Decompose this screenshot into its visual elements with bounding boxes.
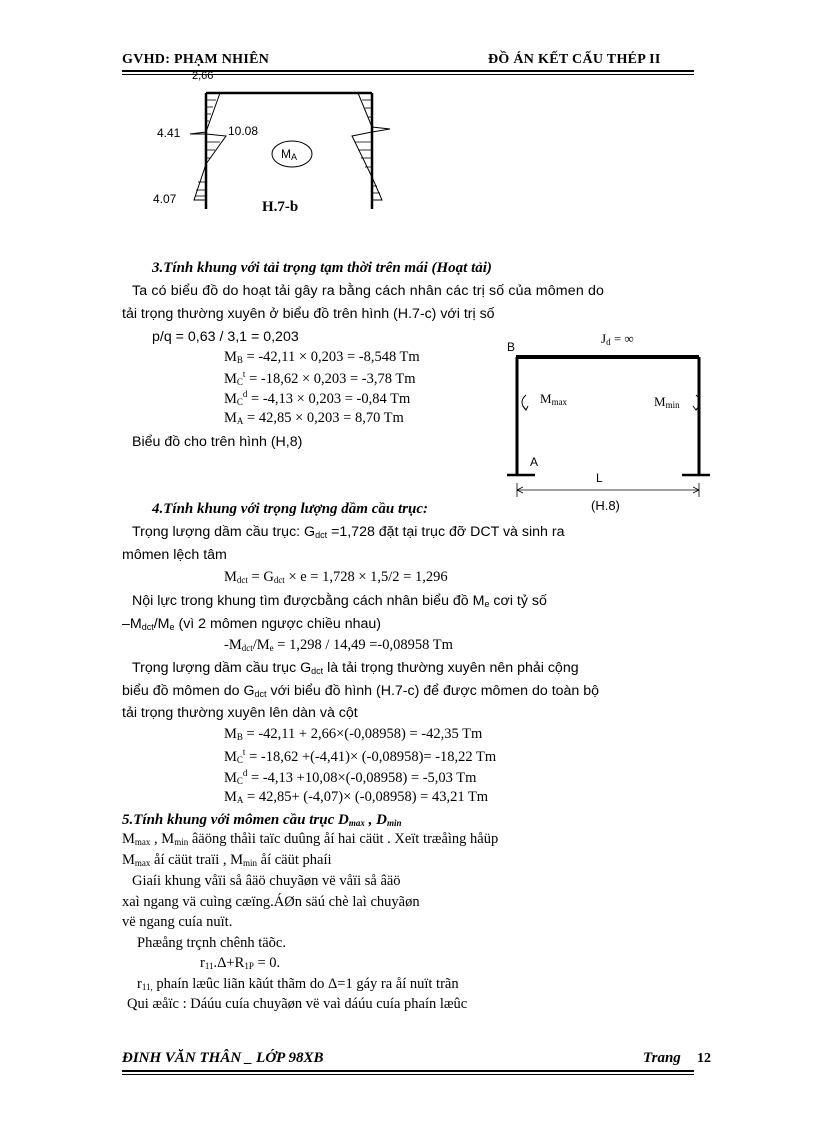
section5-line2: $M_{max}$ åí cäüt traïi , $M_{min}$ åí cäüt phaíi [122,852,332,868]
section5-line9: Qui æåïc : Dáúu cuía chuyãøn vë vaì dáúu cuía phaín læûc [127,996,468,1012]
section5-line1: $M_{max}$ , $M_{min}$ âäöng thåìi taïc duûng åí hai cäüt . Xeït træåìng håüp [122,831,499,847]
section4-line5: Trọng lượng dầm cầu trục $G_{dct}$ là tải trọng thường xuyên nên phải cộng [132,660,579,676]
section3-eq-mb: $M_B = -42,11 \times 0,203 = -8,548$ Tm [224,349,420,365]
section4-line2: mômen lệch tâm [122,547,227,563]
h8-label-mmin: $M_{min}$ [654,394,680,410]
footer-rule [122,1070,694,1072]
section3-para-line2: tải trọng thường xuyên ở biểu đồ trên hình (H.7-c) với trị số [122,306,495,322]
h8-label-a: A [530,455,539,469]
h8-label-mmax: $M_{max}$ [540,391,568,407]
footer-page-label: Trang [643,1050,681,1066]
section4-eq-mcd: $M_C^d = -4,13 +10,08\times(-0,08958) = -5,03$ Tm [224,768,477,786]
section5-line3: Giaíi khung våïi så âäö chuyãøn vë våïi så âäö [132,873,401,889]
section3-eq-ma: $M_A = 42,85 \times 0,203 = 8,70$ Tm [224,410,404,426]
figure-h8 [500,330,720,510]
h7b-value-mid: 10.08 [228,124,259,138]
section4-line1: Trọng lượng dầm cầu trục: $G_{dct} =1,728$ đặt tại trục đỡ DCT và sinh ra [132,524,565,540]
h8-label-b: B [507,340,516,354]
section3-para-line1: Ta có biểu đồ do hoạt tải gây ra bằng cách nhân các trị số của mômen do [132,283,605,299]
h7b-circle-label: $M_A$ [281,147,298,162]
h7b-caption: H.7-b [262,199,299,215]
section4-eq2: $-M_{dct}/M_e = 1,298 / 14,49 =-0,08958$ Tm [224,637,453,653]
footer-rule-thin [122,1074,694,1075]
section3-eq-mc1: $M_C^t = -18,62 \times 0,203 = -3,78$ Tm [224,369,416,387]
section4-line6: biểu đồ mômen do $G_{dct}$ với biểu đồ hình (H.7-c) để được mômen do toàn bộ [122,683,600,699]
section3-heading: 3.Tính khung với tải trọng tạm thời trên mái (Hoạt tải) [152,260,492,276]
h8-label-jd: $J_d$ = ∞ [601,331,634,347]
section5-eq: $r_{11}.\Delta+R_{1P} = 0$. [200,955,281,971]
section4-line4: $-M_{dct}/M_e$ (vì 2 mômen ngược chiều nhau) [122,616,382,632]
h7b-value-left-mid: 4.41 [157,126,181,140]
header-left: GVHD: PHẠM NHIÊN [122,52,270,67]
footer-author: ĐINH VĂN THÂN _ LỚP 98XB [122,1050,324,1066]
section5-line4: xaì ngang vä cuìng cæïng.ÁØn säú chè laì chuyãøn [122,894,420,910]
h7b-value-left-bottom: 4.07 [153,192,177,206]
section4-heading: 4.Tính khung với trọng lượng dầm cầu trục: [152,501,428,517]
h8-caption: (H.8) [591,498,620,513]
section3-ratio: p/q = 0,63 / 3,1 = 0,203 [152,329,299,345]
section4-eq1: $M_{dct} = G_{dct} \times e = 1,728 \times 1,5/2 = 1,296$ [224,569,448,585]
section5-line6: Phæång trçnh chênh täõc. [137,935,286,951]
header-right: ĐỒ ÁN KẾT CẤU THÉP II [488,52,661,67]
section5-heading: 5.Tính khung với mômen cầu trục $D_{max}$ , $D_{min}$ [122,812,402,828]
h8-label-l: L [596,471,603,485]
section4-line7: tải trọng thường xuyên lên dàn và cột [122,705,358,721]
section3-note: Biểu đồ cho trên hình (H,8) [132,434,303,450]
section5-line8: $r_{11,}$ phaín læûc liãn kãút thãm do Δ=1 gáy ra åí nuït trãn [137,976,459,992]
h7b-value-top: 2,66 [192,70,214,82]
section4-eq-mc1: $M_C^t = -18,62 +(-4,41)\times (-0,08958)= -18,22$ Tm [224,747,497,765]
section4-line3: Nội lực trong khung tìm đượcbằng cách nhân biểu đồ $M_e$ cơi tỷ số [132,593,547,609]
section4-eq-mb: $M_B = -42,11 + 2,66\times(-0,08958) = -42,35$ Tm [224,726,483,742]
section5-line5: vë ngang cuía nuït. [122,914,233,930]
section4-eq-ma: $M_A = 42,85+ (-4,07)\times (-0,08958) = 43,21$ Tm [224,789,489,805]
section3-eq-mcd: $M_C^d = -4,13 \times 0,203 = -0,84$ Tm [224,389,411,407]
footer-page-number: 12 [697,1051,711,1066]
